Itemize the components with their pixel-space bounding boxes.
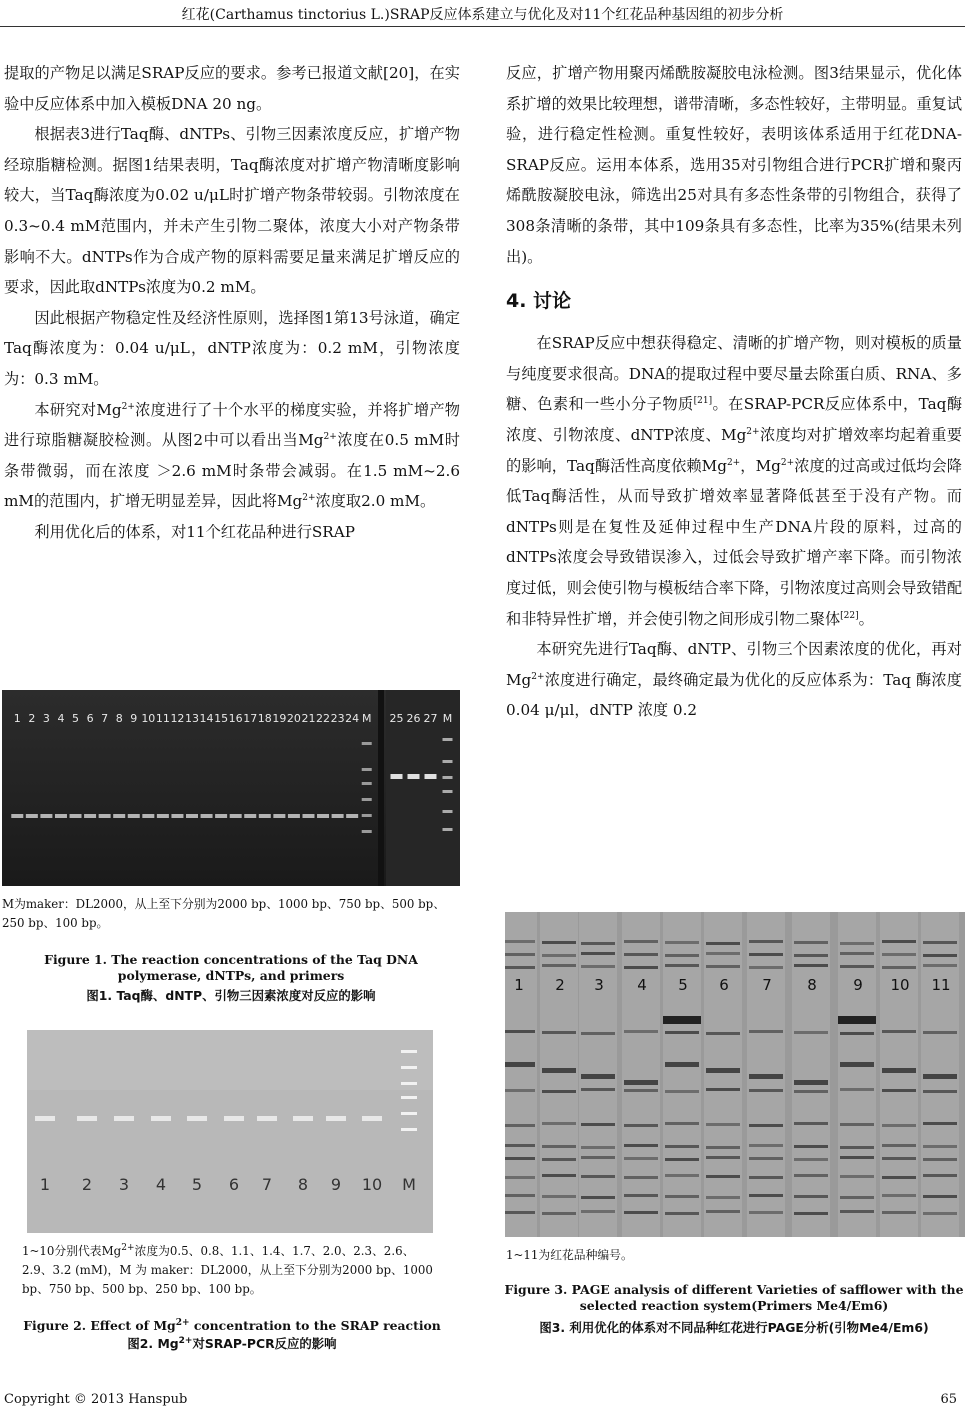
- gel-band: [40, 814, 52, 818]
- lane-label: 15: [214, 712, 229, 725]
- gel-band: [542, 964, 576, 967]
- gel-band: [840, 1210, 874, 1213]
- lane-label: 7: [261, 1175, 273, 1194]
- marker-band: [443, 738, 453, 741]
- marker-band: [362, 830, 372, 833]
- marker-band: [401, 1128, 417, 1131]
- gel-band: [201, 814, 213, 818]
- gel-band: [794, 1212, 828, 1215]
- gel-band: [84, 814, 96, 818]
- gel-band: [665, 1158, 699, 1161]
- gel-band: [151, 1116, 171, 1121]
- gel-band: [624, 966, 658, 969]
- gel-band: [706, 965, 740, 968]
- lane-label: 13: [185, 712, 199, 725]
- gel-band: [665, 954, 699, 957]
- gel-band: [706, 1088, 740, 1091]
- gel-band: [581, 1088, 615, 1091]
- gel-band: [840, 1123, 874, 1126]
- gel-band: [542, 941, 576, 944]
- lane-label: 3: [42, 712, 50, 725]
- figure-2-caption-zh: 图2. $Mg^{2+}$对SRAP-PCR反应的影响: [127, 1335, 337, 1351]
- footer-copyright: Copyright © 2013 Hanspub: [4, 1392, 188, 1407]
- gel-band: [302, 814, 314, 818]
- gel-band: [749, 1157, 783, 1160]
- lane-label: 5: [72, 712, 80, 725]
- lane-label: 6: [228, 1175, 240, 1194]
- gel-band: [581, 952, 615, 955]
- marker-band: [401, 1096, 417, 1099]
- gel-band: [542, 1212, 576, 1215]
- gel-band: [128, 814, 140, 818]
- gel-band: [665, 941, 699, 944]
- gel-band: [542, 1031, 576, 1034]
- gel-band: [749, 1176, 783, 1179]
- lane-label: 19: [272, 712, 287, 725]
- gel-band: [840, 1196, 874, 1199]
- gel-band: [882, 1157, 916, 1160]
- gel-lane: [704, 912, 742, 1237]
- gel-band: [157, 814, 169, 818]
- gel-band: [794, 1090, 828, 1093]
- gel-band: [840, 942, 874, 945]
- gel-band: [706, 1123, 740, 1126]
- gel-band: [259, 814, 271, 818]
- gel-band: [581, 1196, 615, 1199]
- lane-label: 5: [678, 976, 688, 994]
- gel-band: [505, 953, 535, 956]
- marker-band: [362, 814, 372, 817]
- gel-band: [230, 814, 242, 818]
- lane-label: 7: [101, 712, 109, 725]
- lane-label: 10: [141, 712, 156, 725]
- gel-band: [425, 774, 437, 779]
- page-number: 65: [940, 1392, 957, 1407]
- gel-band: [624, 1080, 658, 1085]
- gel-band: [542, 1145, 576, 1148]
- gel-band: [391, 774, 403, 779]
- gel-lane: [792, 912, 830, 1237]
- marker-band: [443, 828, 453, 831]
- lane-label: M: [442, 712, 453, 725]
- gel-band: [70, 814, 82, 818]
- lane-label: 9: [330, 1175, 342, 1194]
- gel-band: [749, 1030, 783, 1033]
- gel-band: [749, 953, 783, 956]
- gel-band: [171, 814, 183, 818]
- gel-band: [840, 1088, 874, 1091]
- marker-band: [362, 798, 372, 801]
- marker-band: [362, 768, 372, 771]
- gel-band: [706, 1146, 740, 1149]
- gel-band: [665, 1062, 699, 1067]
- gel-band: [505, 1124, 535, 1127]
- gel-band: [581, 1175, 615, 1178]
- figure-3-caption-zh: 图3. 利用优化的体系对不同品种红花进行PAGE分析(引物Me4/Em6): [539, 1320, 929, 1335]
- gel-band: [624, 1176, 658, 1179]
- gel-band: [794, 1031, 828, 1034]
- gel-band: [293, 1116, 313, 1121]
- gel-band: [55, 814, 67, 818]
- gel-band: [624, 953, 658, 956]
- gel-band: [505, 1144, 535, 1147]
- figure-1-note: M为maker：DL2000，从上至下分别为2000 bp、1000 bp、750 bp、500 bp、250 bp、100 bp。: [2, 897, 446, 930]
- gel-band: [840, 1062, 874, 1067]
- marker-band: [443, 776, 453, 779]
- gel-lane: [505, 912, 537, 1237]
- gel-band: [923, 1122, 957, 1125]
- gel-band: [257, 1116, 277, 1121]
- gel-lane: [838, 912, 876, 1237]
- gel-lane: [880, 912, 918, 1237]
- gel-band: [840, 965, 874, 968]
- marker-band: [401, 1066, 417, 1069]
- gel-band: [99, 814, 111, 818]
- left-column: [4, 58, 460, 548]
- gel-band: [882, 1211, 916, 1214]
- gel-band: [882, 1068, 916, 1073]
- gel-band: [542, 1068, 576, 1073]
- gel-band: [794, 954, 828, 957]
- gel-band: [706, 1032, 740, 1035]
- lane-label: 4: [155, 1175, 167, 1194]
- gel-band: [113, 814, 125, 818]
- gel-band: [923, 1145, 957, 1148]
- lane-label: 6: [719, 976, 729, 994]
- figure-1-caption-en: Figure 1. The reaction concentrations of the Taq DNA polymerase, dNTPs, and primers: [44, 952, 418, 983]
- marker-band: [362, 742, 372, 745]
- gel-band: [882, 1089, 916, 1092]
- marker-band: [443, 810, 453, 813]
- marker-band: [443, 760, 453, 763]
- gel-band: [882, 1124, 916, 1127]
- gel-band: [749, 1124, 783, 1127]
- figure-3-caption-en: Figure 3. PAGE analysis of different Varieties of safflower with the selected reaction system(Primers Me4/Em6): [504, 1282, 964, 1313]
- lane-label: 26: [406, 712, 421, 725]
- gel-band: [186, 814, 198, 818]
- gel-band: [749, 1074, 783, 1079]
- lane-label: 2: [555, 976, 565, 994]
- gel-band: [11, 814, 23, 818]
- gel-band: [35, 1116, 55, 1121]
- gel-band: [244, 814, 256, 818]
- lane-label: 9: [130, 712, 138, 725]
- lane-label: 8: [115, 712, 123, 725]
- gel-band: [505, 1089, 535, 1092]
- gel-band: [749, 966, 783, 969]
- lane-label: 3: [594, 976, 604, 994]
- gel-band: [346, 814, 358, 818]
- paragraph: 本研究对$Mg^{2+}$浓度进行了十个水平的梯度实验，并将扩增产物进行琼脂糖凝胶检测。从图2中可以看出当$Mg^{2+}$浓度在0.5 mM时条带微弱，而在浓度 ＞2.6 mM时条带会减弱。在1.5 mM~2.6 mM的范围内，扩增无明显差异，因此将$Mg^{2+}$浓度取2.0 mM。: [4, 400, 460, 511]
- gel-band: [706, 1196, 740, 1199]
- gel-band: [923, 1212, 957, 1215]
- gel-band: [794, 1174, 828, 1177]
- right-column: [506, 58, 962, 726]
- gel-band: [224, 1116, 244, 1121]
- gel-band: [882, 1030, 916, 1033]
- lane-label: 2: [28, 712, 36, 725]
- lane-label: 27: [423, 712, 438, 725]
- gel-band: [581, 1123, 615, 1126]
- gel-lane: [663, 912, 701, 1237]
- gel-band: [794, 1158, 828, 1161]
- gel-band: [749, 1144, 783, 1147]
- marker-band: [401, 1112, 417, 1115]
- running-header: 红花(Carthamus tinctorius L.)SRAP反应体系建立与优化及对11个红花品种基因组的初步分析: [181, 7, 784, 23]
- figure-1-caption-zh: 图1. Taq酶、dNTP、引物三因素浓度对反应的影响: [86, 988, 376, 1003]
- paragraph: 提取的产物足以满足SRAP反应的要求。参考已报道文献[20]，在实验中反应体系中加入模板DNA 20 ng。: [4, 64, 460, 113]
- figure-2-caption-en: Figure 2. Effect of $Mg^{2+}$ concentration to the SRAP reaction: [23, 1317, 441, 1333]
- lane-label: 1: [39, 1175, 51, 1194]
- gel-band: [362, 1116, 382, 1121]
- gel-band: [840, 1156, 874, 1159]
- gel-band: [624, 940, 658, 943]
- gel-band: [187, 1116, 207, 1121]
- marker-band: [401, 1050, 417, 1053]
- gel-band: [665, 1145, 699, 1148]
- gel-band: [326, 1116, 346, 1121]
- lane-label: 22: [316, 712, 331, 725]
- figure-2-gel-image: [27, 1030, 433, 1233]
- lane-label: 10: [361, 1175, 383, 1194]
- lane-label: M: [361, 712, 372, 725]
- lane-label: 6: [86, 712, 94, 725]
- gel-band: [706, 942, 740, 945]
- gel-band: [838, 1016, 876, 1024]
- gel-band: [505, 1030, 535, 1033]
- gel-band: [794, 964, 828, 967]
- gel-band: [882, 1176, 916, 1179]
- gel-band: [505, 1211, 535, 1214]
- gel-band: [332, 814, 344, 818]
- lane-label: 23: [330, 712, 345, 725]
- lane-label: 16: [228, 712, 243, 725]
- figure-2-note: 1~10分别代表$Mg^{2+}$浓度为0.5、0.8、1.1、1.4、1.7、2.0、2.3、2.6、2.9、3.2 (mM)，M 为 maker：DL2000，从上至下分别为2000 bp、1000 bp、750 bp、500 bp、250 bp、100 bp。: [22, 1243, 433, 1296]
- gel-band: [408, 774, 420, 779]
- gel-band: [581, 1146, 615, 1149]
- gel-band: [663, 1016, 701, 1024]
- gel-band: [505, 1194, 535, 1197]
- lane-label: 12: [170, 712, 185, 725]
- lane-label: 17: [243, 712, 258, 725]
- lane-label: 1: [13, 712, 21, 725]
- figure-1-gel-image: [2, 690, 460, 886]
- gel-band: [923, 1195, 957, 1198]
- lane-label: 9: [853, 976, 863, 994]
- gel-band: [706, 1175, 740, 1178]
- lane-label: 11: [155, 712, 170, 725]
- gel-band: [840, 1146, 874, 1149]
- lane-label: 10: [890, 976, 910, 994]
- gel-band: [624, 1089, 658, 1092]
- gel-band: [923, 941, 957, 944]
- gel-band: [665, 1174, 699, 1177]
- gel-band: [923, 1158, 957, 1161]
- gel-band: [624, 1211, 658, 1214]
- lane-label: 11: [931, 976, 951, 994]
- gel-band: [665, 1122, 699, 1125]
- lane-label: 5: [191, 1175, 203, 1194]
- lane-label: 25: [389, 712, 404, 725]
- gel-band: [706, 1068, 740, 1073]
- gel-band: [624, 1124, 658, 1127]
- gel-band: [706, 952, 740, 955]
- gel-band: [923, 1074, 957, 1079]
- gel-band: [273, 814, 285, 818]
- section-heading: 4. 讨论: [506, 290, 572, 313]
- gel-band: [288, 814, 300, 818]
- lane-label: 14: [199, 712, 214, 725]
- lane-label: 4: [637, 976, 647, 994]
- gel-band: [542, 1195, 576, 1198]
- gel-band: [706, 1156, 740, 1159]
- gel-band: [581, 965, 615, 968]
- gel-band: [505, 1176, 535, 1179]
- gel-band: [581, 1032, 615, 1035]
- gel-band: [749, 940, 783, 943]
- gel-band: [923, 954, 957, 957]
- gel-band: [581, 1074, 615, 1079]
- gel-band: [749, 1211, 783, 1214]
- gel-band: [581, 1156, 615, 1159]
- gel-band: [77, 1116, 97, 1121]
- gel-band: [665, 1090, 699, 1093]
- lane-label: 8: [297, 1175, 309, 1194]
- gel-band: [215, 814, 227, 818]
- gel-band: [624, 1194, 658, 1197]
- marker-band: [443, 790, 453, 793]
- marker-band: [401, 1082, 417, 1085]
- lane-label: 18: [257, 712, 272, 725]
- gel-band: [542, 1122, 576, 1125]
- gel-band: [882, 953, 916, 956]
- lane-label: 24: [345, 712, 360, 725]
- gel-band: [665, 964, 699, 967]
- gel-band: [665, 1212, 699, 1215]
- gel-band: [840, 1032, 874, 1035]
- gel-band: [794, 1080, 828, 1085]
- gel-band: [840, 1175, 874, 1178]
- lane-label: M: [402, 1175, 416, 1194]
- lane-label: 21: [301, 712, 316, 725]
- gel-band: [749, 1194, 783, 1197]
- gel-band: [505, 966, 535, 969]
- figure-3-note: 1~11为红花品种编号。: [506, 1248, 633, 1262]
- lane-label: 1: [514, 976, 524, 994]
- gel-band: [749, 1089, 783, 1092]
- gel-band: [581, 942, 615, 945]
- figure-3-page-gel-image: [505, 912, 965, 1237]
- lane-label: 8: [807, 976, 817, 994]
- gel-band: [665, 1195, 699, 1198]
- gel-band: [317, 814, 329, 818]
- gel-band: [542, 1158, 576, 1161]
- lane-label: 20: [286, 712, 301, 725]
- marker-band: [362, 782, 372, 785]
- gel-band: [542, 1090, 576, 1093]
- paragraph: 利用优化后的体系，对11个红花品种进行SRAP: [34, 522, 355, 541]
- paragraph: 反应，扩增产物用聚丙烯酰胺凝胶电泳检测。图3结果显示，优化体系扩增的效果比较理想，谱带清晰，多态性较好，主带明显。重复试验，进行稳定性检测。重复性较好，表明该体系适用于红花DNA-SRAP反应。运用本体系，选用35对引物组合进行PCR扩增和聚丙烯酰胺凝胶电泳，筛选出25对具有多态性条带的引物组合，获得了308条清晰的条带，其中109条具有多态性，比率为35%(结果未列出)。: [506, 64, 962, 266]
- gel-band: [923, 964, 957, 967]
- gel-band: [882, 1144, 916, 1147]
- gel-band: [505, 1157, 535, 1160]
- gel-band: [923, 1031, 957, 1034]
- gel-band: [794, 941, 828, 944]
- gel-band: [923, 1090, 957, 1093]
- gel-band: [581, 1210, 615, 1213]
- gel-band: [114, 1116, 134, 1121]
- gel-band: [794, 1122, 828, 1125]
- lane-label: 4: [57, 712, 65, 725]
- gel-band: [882, 966, 916, 969]
- gel-band: [624, 1144, 658, 1147]
- gel-band: [505, 940, 535, 943]
- lane-label: 2: [81, 1175, 93, 1194]
- paragraph: 本研究先进行Taq酶、dNTP、引物三个因素浓度的优化，再对$Mg^{2+}$浓度进行确定，最终确定最为优化的反应体系为：Taq 酶浓度 0.04 μ/μl，dNTP 浓度 0.2: [506, 640, 962, 720]
- gel-band: [26, 814, 38, 818]
- lane-label: 3: [118, 1175, 130, 1194]
- header-rule: [0, 26, 965, 27]
- gel-lane: [622, 912, 660, 1237]
- gel-band: [624, 1030, 658, 1033]
- lane-label: 7: [762, 976, 772, 994]
- gel-lane: [540, 912, 578, 1237]
- gel-band: [923, 1174, 957, 1177]
- gel-band: [840, 952, 874, 955]
- gel-band: [794, 1195, 828, 1198]
- gel-band: [542, 954, 576, 957]
- paragraph: 在SRAP反应中想获得稳定、清晰的扩增产物，则对模板的质量与纯度要求很高。DNA的提取过程中要尽量去除蛋白质、RNA、多糖、色素和一些小分子物质[21]。在SRAP-PCR反应体系中，Taq酶浓度、引物浓度、dNTP浓度、$Mg^{2+}$浓度均对扩增效率均起着重要的影响，Taq酶活性高度依赖$Mg^{2+}$，$Mg^{2+}$浓度的过高或过低均会降低Taq酶活性，从而导致扩增效率显著降低甚至于没有产物。而dNTPs则是在复性及延伸过程中生产DNA片段的原料，过高的dNTPs浓度会导致错误渗入，过低会导致扩增产率下降。而引物浓度过低，则会使引物与模板结合率下降，引物浓度过高则会导致错配和非特异性扩增，并会使引物之间形成引物二聚体[22]。: [506, 334, 963, 628]
- gel-band: [706, 1210, 740, 1213]
- gel-band: [142, 814, 154, 818]
- gel-band: [624, 1157, 658, 1160]
- paragraph: 因此根据产物稳定性及经济性原则，选择图1第13号泳道，确定Taq酶浓度为：0.04 u/μL，dNTP浓度为：0.2 mM，引物浓度为：0.3 mM。: [4, 308, 460, 388]
- gel-band: [542, 1174, 576, 1177]
- gel-band: [882, 1194, 916, 1197]
- gel-band: [794, 1145, 828, 1148]
- paragraph: 根据表3进行Taq酶、dNTPs、引物三因素浓度反应，扩增产物经琼脂糖检测。据图1结果表明，Taq酶浓度对扩增产物清晰度影响较大，当Taq酶浓度为0.02 u/μL时扩增产物条带较弱。引物浓度在0.3~0.4 mM范围内，并未产生引物二聚体，浓度大小对产物条带影响不大。dNTPs作为合成产物的原料需要足量来满足扩增反应的要求，因此取dNTPs浓度为0.2 mM。: [4, 125, 460, 297]
- gel-band: [882, 940, 916, 943]
- gel-band: [505, 1062, 535, 1067]
- gel-band: [665, 1031, 699, 1034]
